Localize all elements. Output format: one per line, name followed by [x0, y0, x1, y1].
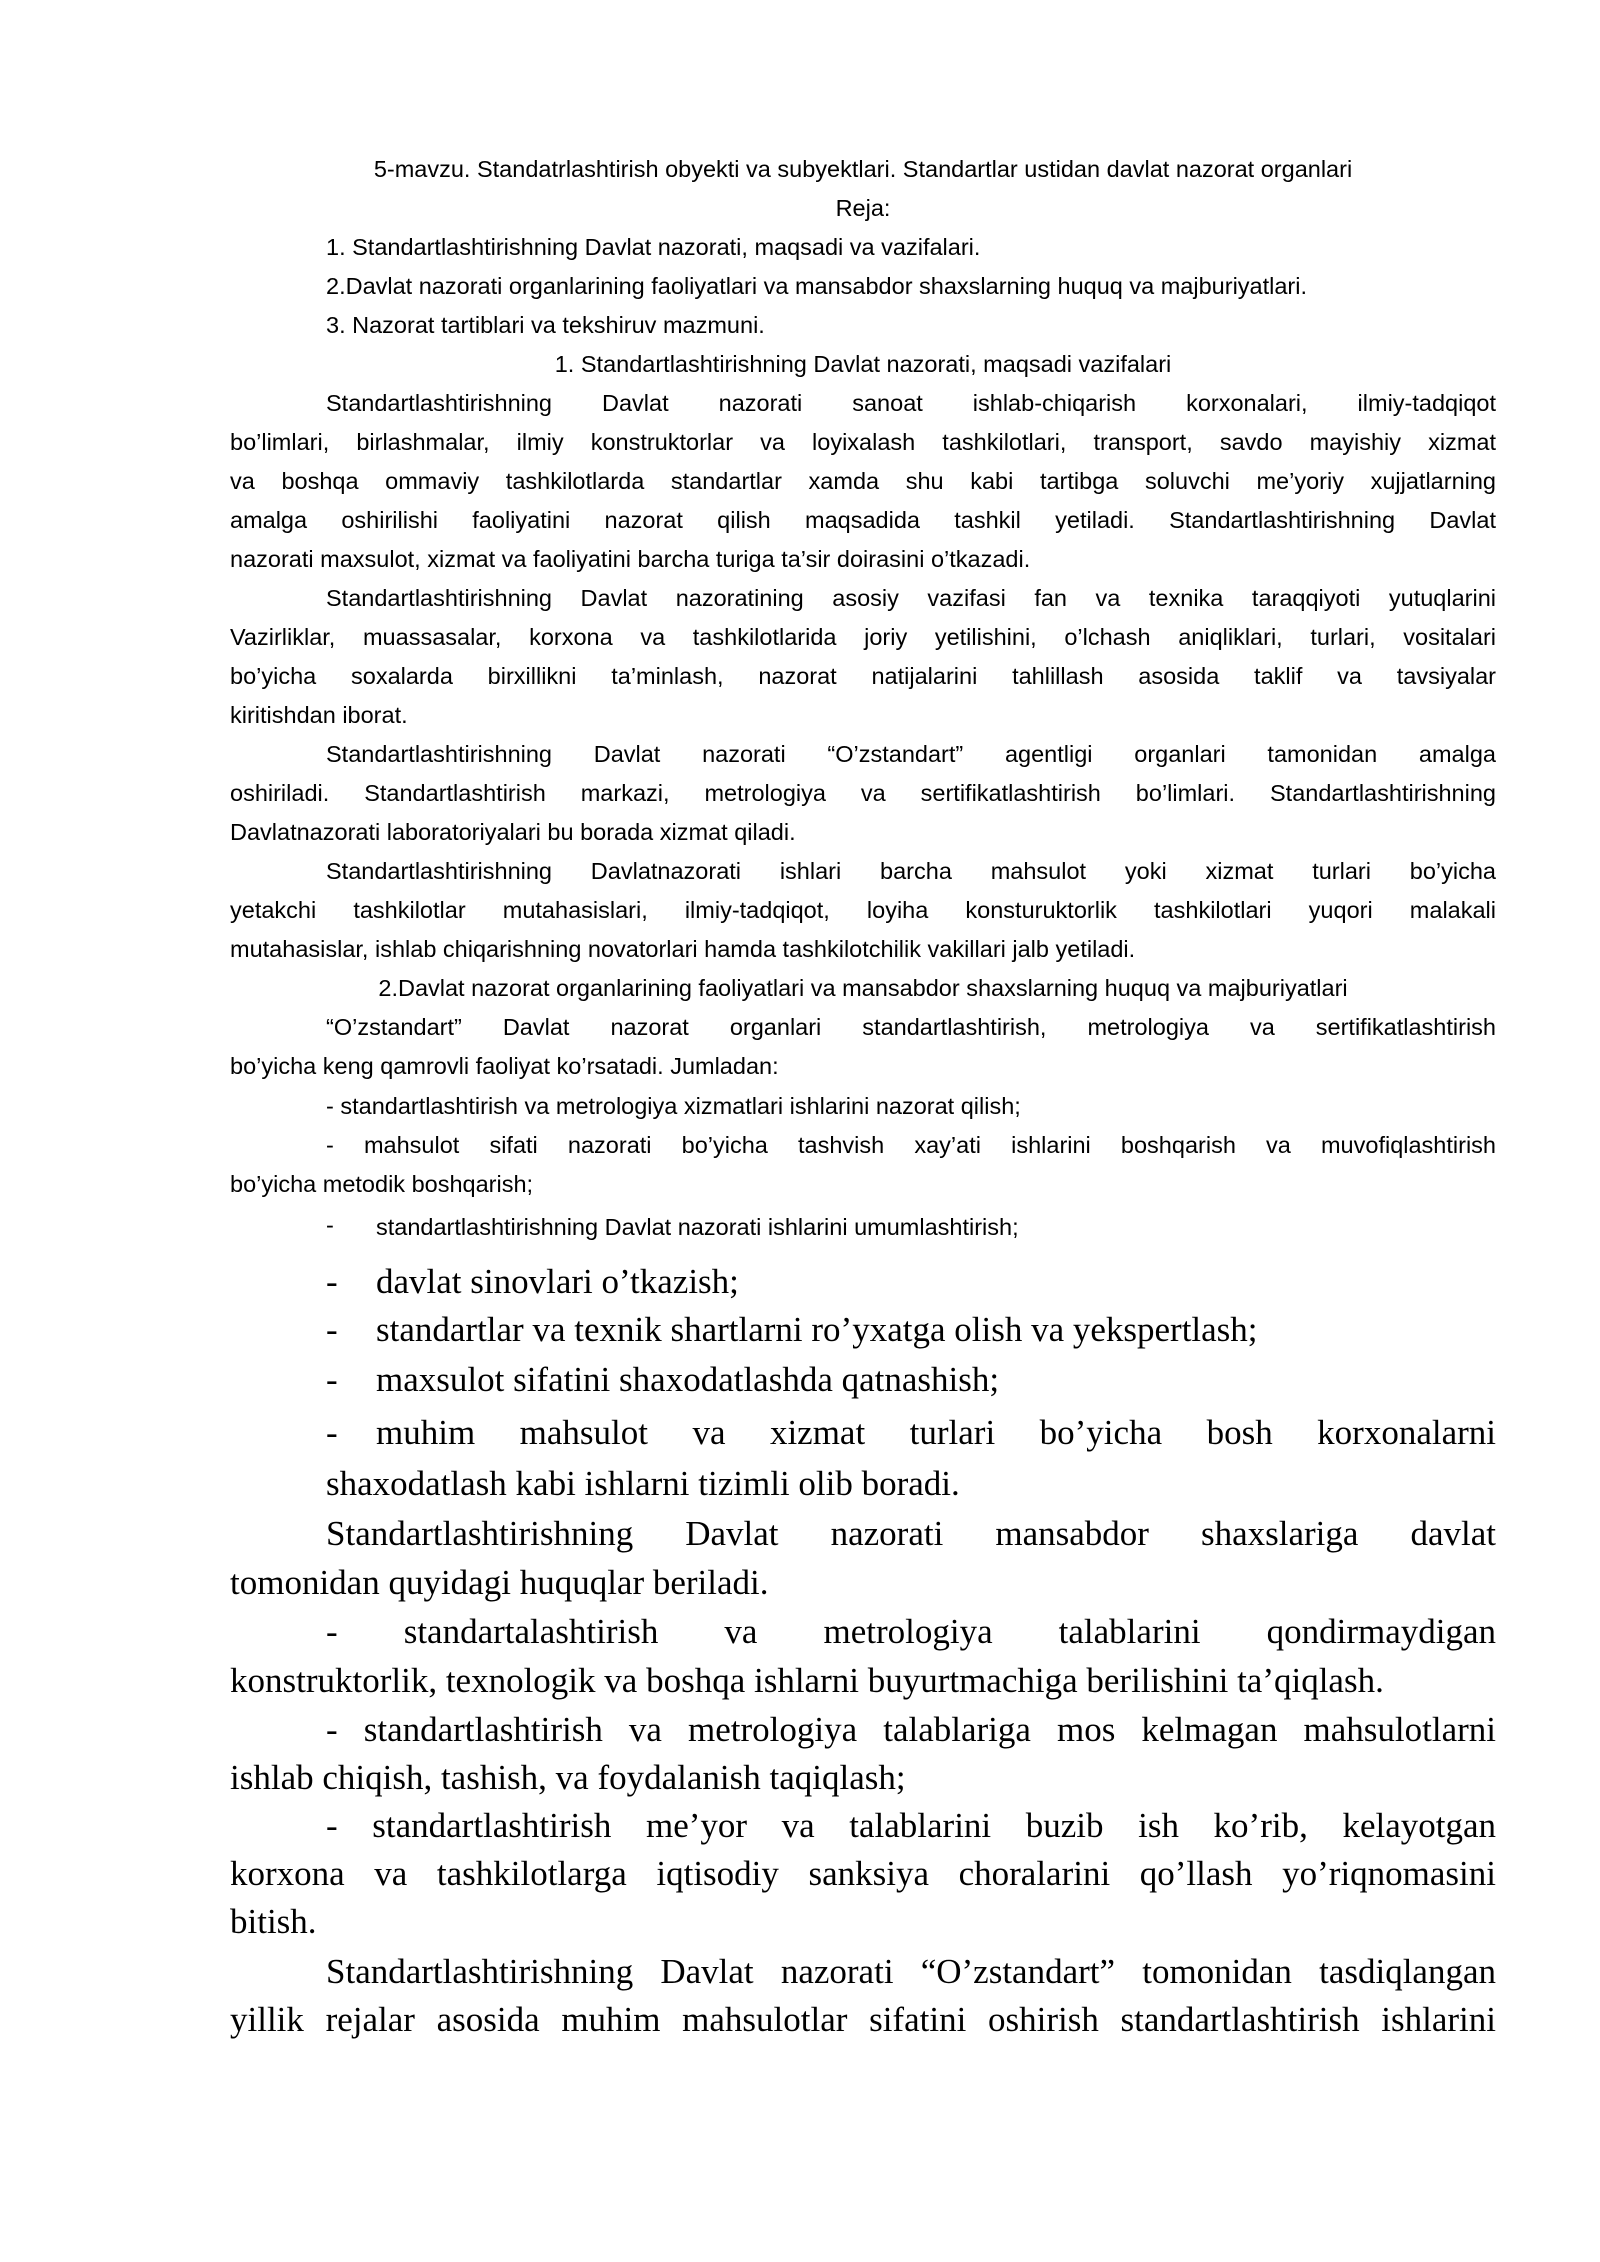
- bullet-item-continuation: bo’yicha metodik boshqarish;: [230, 1171, 534, 1197]
- plan-item-1: 1. Standartlashtirishning Davlat nazorati, maqsadi va vazifalari.: [326, 234, 981, 260]
- paragraph-8-line: ishlab chiqish, tashish, va foydalanish taqiqlash;: [230, 1758, 906, 1797]
- bullet-item: standartlashtirishning Davlat nazorati ishlarini umumlashtirish;: [376, 1214, 1019, 1240]
- paragraph-5-line: “O’zstandart” Davlat nazorat organlari standartlashtirish, metrologiya va sertifikatlashtirish: [326, 1014, 1496, 1040]
- paragraph-1-line: nazorati maxsulot, xizmat va faoliyatini barcha turiga ta’sir doirasini o’tkazadi.: [230, 546, 1031, 572]
- paragraph-6-line: tomonidan quyidagi huquqlar beriladi.: [230, 1563, 769, 1602]
- paragraph-2-line: bo’yicha soxalarda birxillikni ta’minlash, nazorat natijalarini tahlillash asosida taklif va tavsiyalar: [230, 663, 1496, 689]
- bullet-dash: -: [326, 1413, 338, 1452]
- paragraph-2-line: kiritishdan iborat.: [230, 702, 408, 728]
- paragraph-3-line: Davlatnazorati laboratoriyalari bu borada xizmat qiladi.: [230, 819, 796, 845]
- paragraph-7-line: konstruktorlik, texnologik va boshqa ishlarni buyurtmachiga berilishini ta’qiqlash.: [230, 1661, 1384, 1700]
- paragraph-3-line: Standartlashtirishning Davlat nazorati “O’zstandart” agentligi organlari tamonidan amalga: [326, 741, 1496, 767]
- bullet-item-continuation: shaxodatlash kabi ishlarni tizimli olib boradi.: [326, 1464, 960, 1503]
- bullet-item: davlat sinovlari o’tkazish;: [376, 1262, 739, 1301]
- bullet-dash: -: [326, 1262, 338, 1301]
- bullet-dash: -: [326, 1212, 334, 1238]
- paragraph-8-line: - standartlashtirish va metrologiya talablariga mos kelmagan mahsulotlarni: [326, 1710, 1496, 1749]
- paragraph-1-line: Standartlashtirishning Davlat nazorati sanoat ishlab-chiqarish korxonalari, ilmiy-tadqiqot: [326, 390, 1496, 416]
- bullet-dash: -: [326, 1310, 338, 1349]
- bullet-item: maxsulot sifatini shaxodatlashda qatnashish;: [376, 1360, 1000, 1399]
- bullet-item: - mahsulot sifati nazorati bo’yicha tashvish xay’ati ishlarini boshqarish va muvofiqlashtirish: [326, 1132, 1496, 1158]
- paragraph-2-line: Standartlashtirishning Davlat nazoratining asosiy vazifasi fan va texnika taraqqiyoti yutuqlarini: [326, 585, 1496, 611]
- paragraph-5-line: bo’yicha keng qamrovli faoliyat ko’rsatadi. Jumladan:: [230, 1053, 779, 1079]
- section-1-heading: 1. Standartlashtirishning Davlat nazorati, maqsadi vazifalari: [554, 351, 1172, 377]
- paragraph-2-line: Vazirliklar, muassasalar, korxona va tashkilotlarida joriy yetilishini, o’lchash aniqliklari, turlari, vositalari: [230, 624, 1496, 650]
- bullet-item: standartlar va texnik shartlarni ro’yxatga olish va yekspertlash;: [376, 1310, 1258, 1349]
- document-title: 5-mavzu. Standatrlashtirish obyekti va subyektlari. Standartlar ustidan davlat nazorat organlari: [373, 156, 1353, 182]
- paragraph-4-line: yetakchi tashkilotlar mutahasislari, ilmiy-tadqiqot, loyiha konsturuktorlik tashkilotlari yuqori malakali: [230, 897, 1496, 923]
- paragraph-7-line: - standartalashtirish va metrologiya talablarini qondirmaydigan: [326, 1612, 1496, 1651]
- paragraph-3-line: oshiriladi. Standartlashtirish markazi, metrologiya va sertifikatlashtirish bo’limlari. Standartlashtirishning: [230, 780, 1496, 806]
- paragraph-1-line: va boshqa ommaviy tashkilotlarda standartlar xamda shu kabi tartibga soluvchi me’yoriy xujjatlarning: [230, 468, 1496, 494]
- bullet-item: - standartlashtirish va metrologiya xizmatlari ishlarini nazorat qilish;: [326, 1093, 1021, 1119]
- paragraph-10-line: yillik rejalar asosida muhim mahsulotlar sifatini oshirish standartlashtirish ishlarini: [230, 2000, 1496, 2039]
- paragraph-9-line: - standartlashtirish me’yor va talablarini buzib ish ko’rib, kelayotgan: [326, 1806, 1496, 1845]
- paragraph-9-line: korxona va tashkilotlarga iqtisodiy sanksiya choralarini qo’llash yo’riqnomasini: [230, 1854, 1496, 1893]
- paragraph-1-line: bo’limlari, birlashmalar, ilmiy konstruktorlar va loyixalash tashkilotlari, transport, savdo mayishiy xizmat: [230, 429, 1496, 455]
- paragraph-6-line: Standartlashtirishning Davlat nazorati mansabdor shaxslariga davlat: [326, 1514, 1496, 1553]
- paragraph-1-line: amalga oshirilishi faoliyatini nazorat qilish maqsadida tashkil yetiladi. Standartlashtirishning Davlat: [230, 507, 1496, 533]
- paragraph-4-line: mutahasislar, ishlab chiqarishning novatorlari hamda tashkilotchilik vakillari jalb yetiladi.: [230, 936, 1136, 962]
- bullet-dash: -: [326, 1360, 338, 1399]
- section-2-heading: 2.Davlat nazorat organlarining faoliyatlari va mansabdor shaxslarning huquq va majburiyatlari: [378, 975, 1348, 1001]
- paragraph-10-line: Standartlashtirishning Davlat nazorati “O’zstandart” tomonidan tasdiqlangan: [326, 1952, 1496, 1991]
- bullet-item: muhim mahsulot va xizmat turlari bo’yicha bosh korxonalarni: [376, 1413, 1496, 1452]
- plan-item-2: 2.Davlat nazorati organlarining faoliyatlari va mansabdor shaxslarning huquq va majburiyatlari.: [326, 273, 1307, 299]
- paragraph-4-line: Standartlashtirishning Davlatnazorati ishlari barcha mahsulot yoki xizmat turlari bo’yicha: [326, 858, 1496, 884]
- plan-heading: Reja:: [835, 195, 891, 221]
- paragraph-9-line: bitish.: [230, 1902, 317, 1941]
- plan-item-3: 3. Nazorat tartiblari va tekshiruv mazmuni.: [326, 312, 765, 338]
